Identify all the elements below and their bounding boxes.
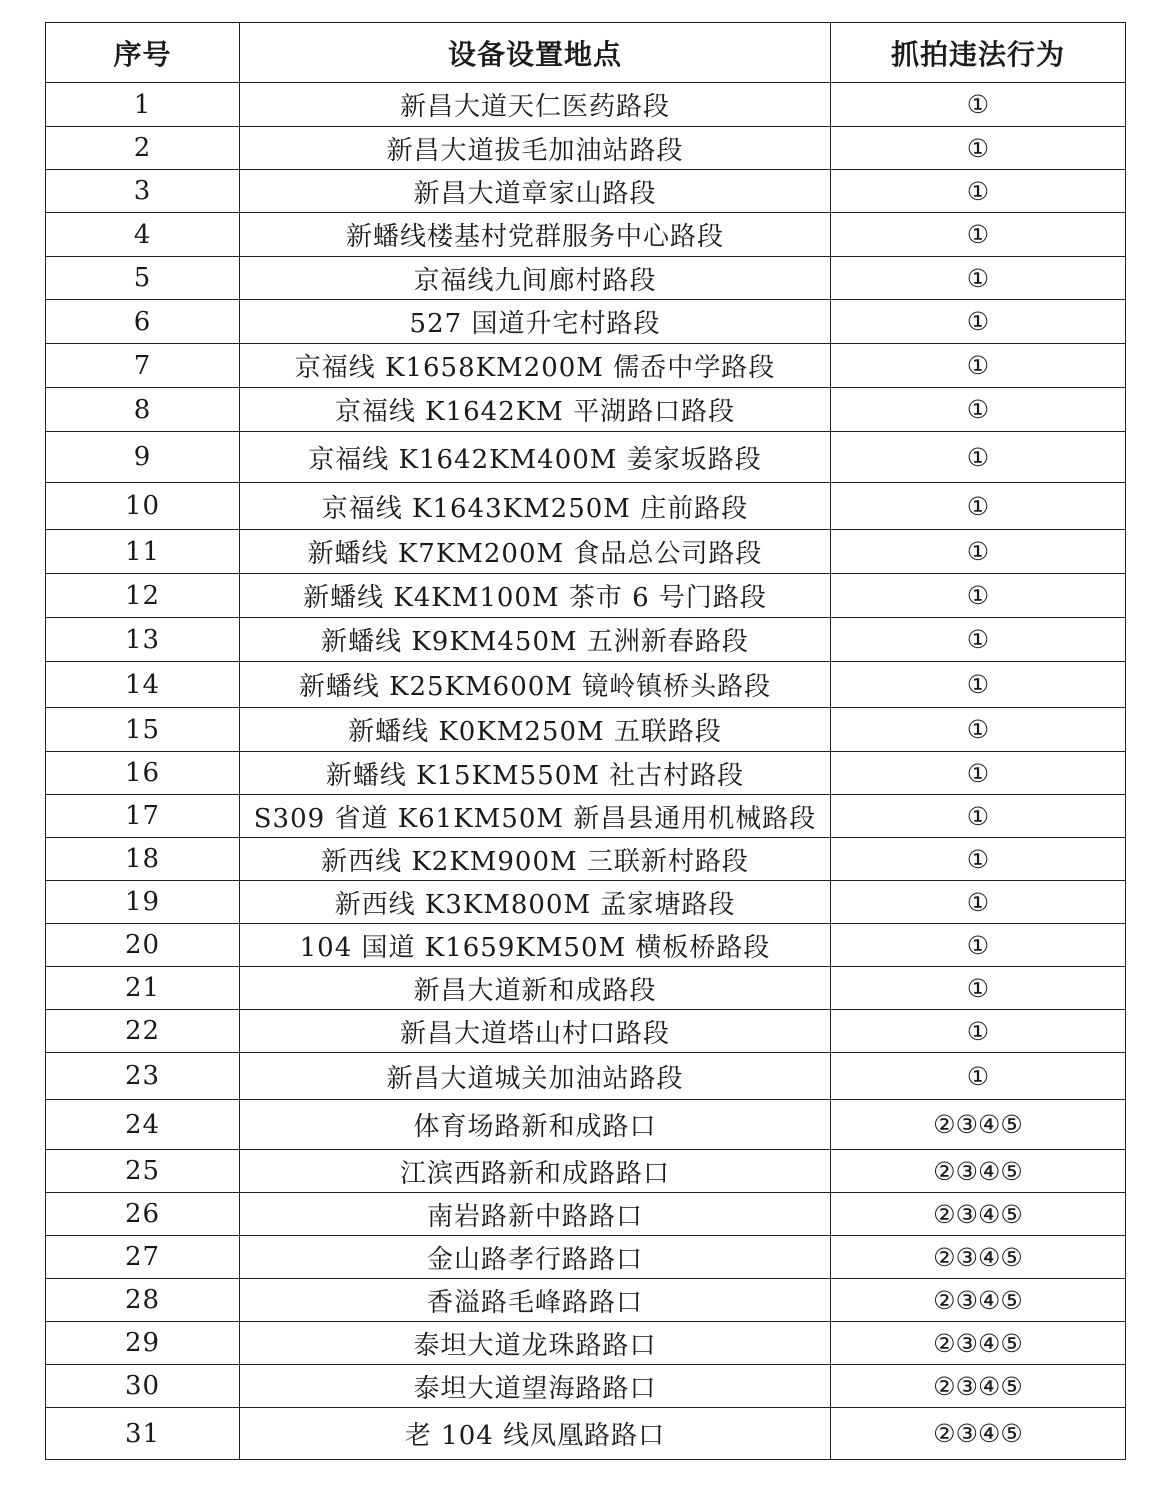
location-cell: 新西线 K2KM900M 三联新村路段 xyxy=(240,838,831,881)
location-cell: 体育场路新和成路口 xyxy=(240,1100,831,1150)
table-row xyxy=(46,1279,1126,1322)
location-cell: 新蟠线 K9KM450M 五洲新春路段 xyxy=(240,618,831,662)
table-row xyxy=(46,1193,1126,1236)
serial-number-cell: 23 xyxy=(46,1053,240,1100)
table-row xyxy=(46,1053,1126,1100)
violation-cell: ① xyxy=(831,1053,1126,1100)
serial-number-cell: 8 xyxy=(46,388,240,432)
table-row xyxy=(46,662,1126,708)
location-cell: 金山路孝行路路口 xyxy=(240,1236,831,1279)
serial-number-cell: 25 xyxy=(46,1150,240,1193)
serial-number-cell: 17 xyxy=(46,795,240,838)
serial-number-cell: 29 xyxy=(46,1322,240,1365)
location-cell: 泰坦大道龙珠路路口 xyxy=(240,1322,831,1365)
serial-number-cell: 13 xyxy=(46,618,240,662)
table-row xyxy=(46,1365,1126,1408)
serial-number-cell: 15 xyxy=(46,708,240,752)
violation-cell: ① xyxy=(831,388,1126,432)
serial-number-cell: 4 xyxy=(46,213,240,257)
violation-cell: ②③④⑤ xyxy=(831,1100,1126,1150)
violation-cell: ① xyxy=(831,257,1126,300)
location-cell: 新蟠线 K4KM100M 茶市 6 号门路段 xyxy=(240,574,831,618)
serial-number-cell: 30 xyxy=(46,1365,240,1408)
serial-number-cell: 27 xyxy=(46,1236,240,1279)
table-row xyxy=(46,170,1126,213)
serial-number-cell: 5 xyxy=(46,257,240,300)
location-cell: 新西线 K3KM800M 孟家塘路段 xyxy=(240,881,831,924)
camera-location-table-container xyxy=(45,22,1125,1460)
serial-number-cell: 18 xyxy=(46,838,240,881)
location-cell: 新昌大道城关加油站路段 xyxy=(240,1053,831,1100)
serial-number-cell: 14 xyxy=(46,662,240,708)
location-cell: S309 省道 K61KM50M 新昌县通用机械路段 xyxy=(240,795,831,838)
camera-location-table xyxy=(45,22,1126,1460)
location-cell: 新蟠线 K0KM250M 五联路段 xyxy=(240,708,831,752)
table-row xyxy=(46,213,1126,257)
location-cell: 新蟠线 K25KM600M 镜岭镇桥头路段 xyxy=(240,662,831,708)
violation-cell: ②③④⑤ xyxy=(831,1408,1126,1460)
serial-number-cell: 2 xyxy=(46,127,240,170)
violation-cell: ②③④⑤ xyxy=(831,1365,1126,1408)
violation-cell: ① xyxy=(831,708,1126,752)
table-row xyxy=(46,300,1126,344)
header-serial-number: 序号 xyxy=(46,23,240,83)
location-cell: 南岩路新中路路口 xyxy=(240,1193,831,1236)
violation-cell: ① xyxy=(831,530,1126,574)
serial-number-cell: 26 xyxy=(46,1193,240,1236)
table-row xyxy=(46,1150,1126,1193)
serial-number-cell: 12 xyxy=(46,574,240,618)
location-cell: 京福线 K1658KM200M 儒岙中学路段 xyxy=(240,344,831,388)
location-cell: 京福线九间廊村路段 xyxy=(240,257,831,300)
header-captured-violation: 抓拍违法行为 xyxy=(831,23,1126,83)
table-row xyxy=(46,83,1126,127)
table-row xyxy=(46,708,1126,752)
violation-cell: ① xyxy=(831,795,1126,838)
serial-number-cell: 19 xyxy=(46,881,240,924)
violation-cell: ① xyxy=(831,618,1126,662)
table-body xyxy=(46,83,1126,1460)
violation-cell: ① xyxy=(831,881,1126,924)
violation-cell: ① xyxy=(831,213,1126,257)
serial-number-cell: 21 xyxy=(46,967,240,1010)
violation-cell: ① xyxy=(831,662,1126,708)
location-cell: 新蟠线楼基村党群服务中心路段 xyxy=(240,213,831,257)
table-row xyxy=(46,618,1126,662)
table-row xyxy=(46,483,1126,530)
violation-cell: ① xyxy=(831,127,1126,170)
table-row xyxy=(46,795,1126,838)
table-row xyxy=(46,924,1126,967)
location-cell: 新昌大道天仁医药路段 xyxy=(240,83,831,127)
serial-number-cell: 11 xyxy=(46,530,240,574)
serial-number-cell: 10 xyxy=(46,483,240,530)
violation-cell: ① xyxy=(831,170,1126,213)
location-cell: 新昌大道塔山村口路段 xyxy=(240,1010,831,1053)
location-cell: 新昌大道新和成路段 xyxy=(240,967,831,1010)
table-row xyxy=(46,967,1126,1010)
violation-cell: ②③④⑤ xyxy=(831,1236,1126,1279)
serial-number-cell: 22 xyxy=(46,1010,240,1053)
table-row xyxy=(46,574,1126,618)
serial-number-cell: 24 xyxy=(46,1100,240,1150)
table-row xyxy=(46,838,1126,881)
table-row xyxy=(46,1236,1126,1279)
table-row xyxy=(46,388,1126,432)
serial-number-cell: 16 xyxy=(46,752,240,795)
violation-cell: ① xyxy=(831,967,1126,1010)
location-cell: 京福线 K1642KM 平湖路口路段 xyxy=(240,388,831,432)
table-row xyxy=(46,1100,1126,1150)
serial-number-cell: 7 xyxy=(46,344,240,388)
table-header-row xyxy=(46,23,1126,83)
violation-cell: ① xyxy=(831,838,1126,881)
location-cell: 江滨西路新和成路路口 xyxy=(240,1150,831,1193)
violation-cell: ②③④⑤ xyxy=(831,1322,1126,1365)
violation-cell: ① xyxy=(831,924,1126,967)
table-row xyxy=(46,1322,1126,1365)
table-row xyxy=(46,530,1126,574)
table-row xyxy=(46,344,1126,388)
violation-cell: ① xyxy=(831,752,1126,795)
location-cell: 新蟠线 K15KM550M 社古村路段 xyxy=(240,752,831,795)
serial-number-cell: 9 xyxy=(46,432,240,483)
table-row xyxy=(46,432,1126,483)
location-cell: 527 国道升宅村路段 xyxy=(240,300,831,344)
serial-number-cell: 28 xyxy=(46,1279,240,1322)
location-cell: 香溢路毛峰路路口 xyxy=(240,1279,831,1322)
serial-number-cell: 20 xyxy=(46,924,240,967)
violation-cell: ① xyxy=(831,300,1126,344)
location-cell: 新蟠线 K7KM200M 食品总公司路段 xyxy=(240,530,831,574)
location-cell: 新昌大道章家山路段 xyxy=(240,170,831,213)
table-row xyxy=(46,752,1126,795)
serial-number-cell: 6 xyxy=(46,300,240,344)
serial-number-cell: 31 xyxy=(46,1408,240,1460)
location-cell: 京福线 K1642KM400M 姜家坂路段 xyxy=(240,432,831,483)
violation-cell: ②③④⑤ xyxy=(831,1279,1126,1322)
violation-cell: ① xyxy=(831,83,1126,127)
location-cell: 泰坦大道望海路路口 xyxy=(240,1365,831,1408)
location-cell: 104 国道 K1659KM50M 横板桥路段 xyxy=(240,924,831,967)
location-cell: 新昌大道拔毛加油站路段 xyxy=(240,127,831,170)
table-row xyxy=(46,127,1126,170)
violation-cell: ① xyxy=(831,432,1126,483)
violation-cell: ① xyxy=(831,344,1126,388)
serial-number-cell: 3 xyxy=(46,170,240,213)
table-row xyxy=(46,257,1126,300)
violation-cell: ① xyxy=(831,1010,1126,1053)
table-row xyxy=(46,1010,1126,1053)
serial-number-cell: 1 xyxy=(46,83,240,127)
location-cell: 京福线 K1643KM250M 庄前路段 xyxy=(240,483,831,530)
location-cell: 老 104 线凤凰路路口 xyxy=(240,1408,831,1460)
violation-cell: ②③④⑤ xyxy=(831,1150,1126,1193)
table-row xyxy=(46,881,1126,924)
violation-cell: ① xyxy=(831,483,1126,530)
violation-cell: ① xyxy=(831,574,1126,618)
header-device-location: 设备设置地点 xyxy=(240,23,831,83)
violation-cell: ②③④⑤ xyxy=(831,1193,1126,1236)
table-row xyxy=(46,1408,1126,1460)
